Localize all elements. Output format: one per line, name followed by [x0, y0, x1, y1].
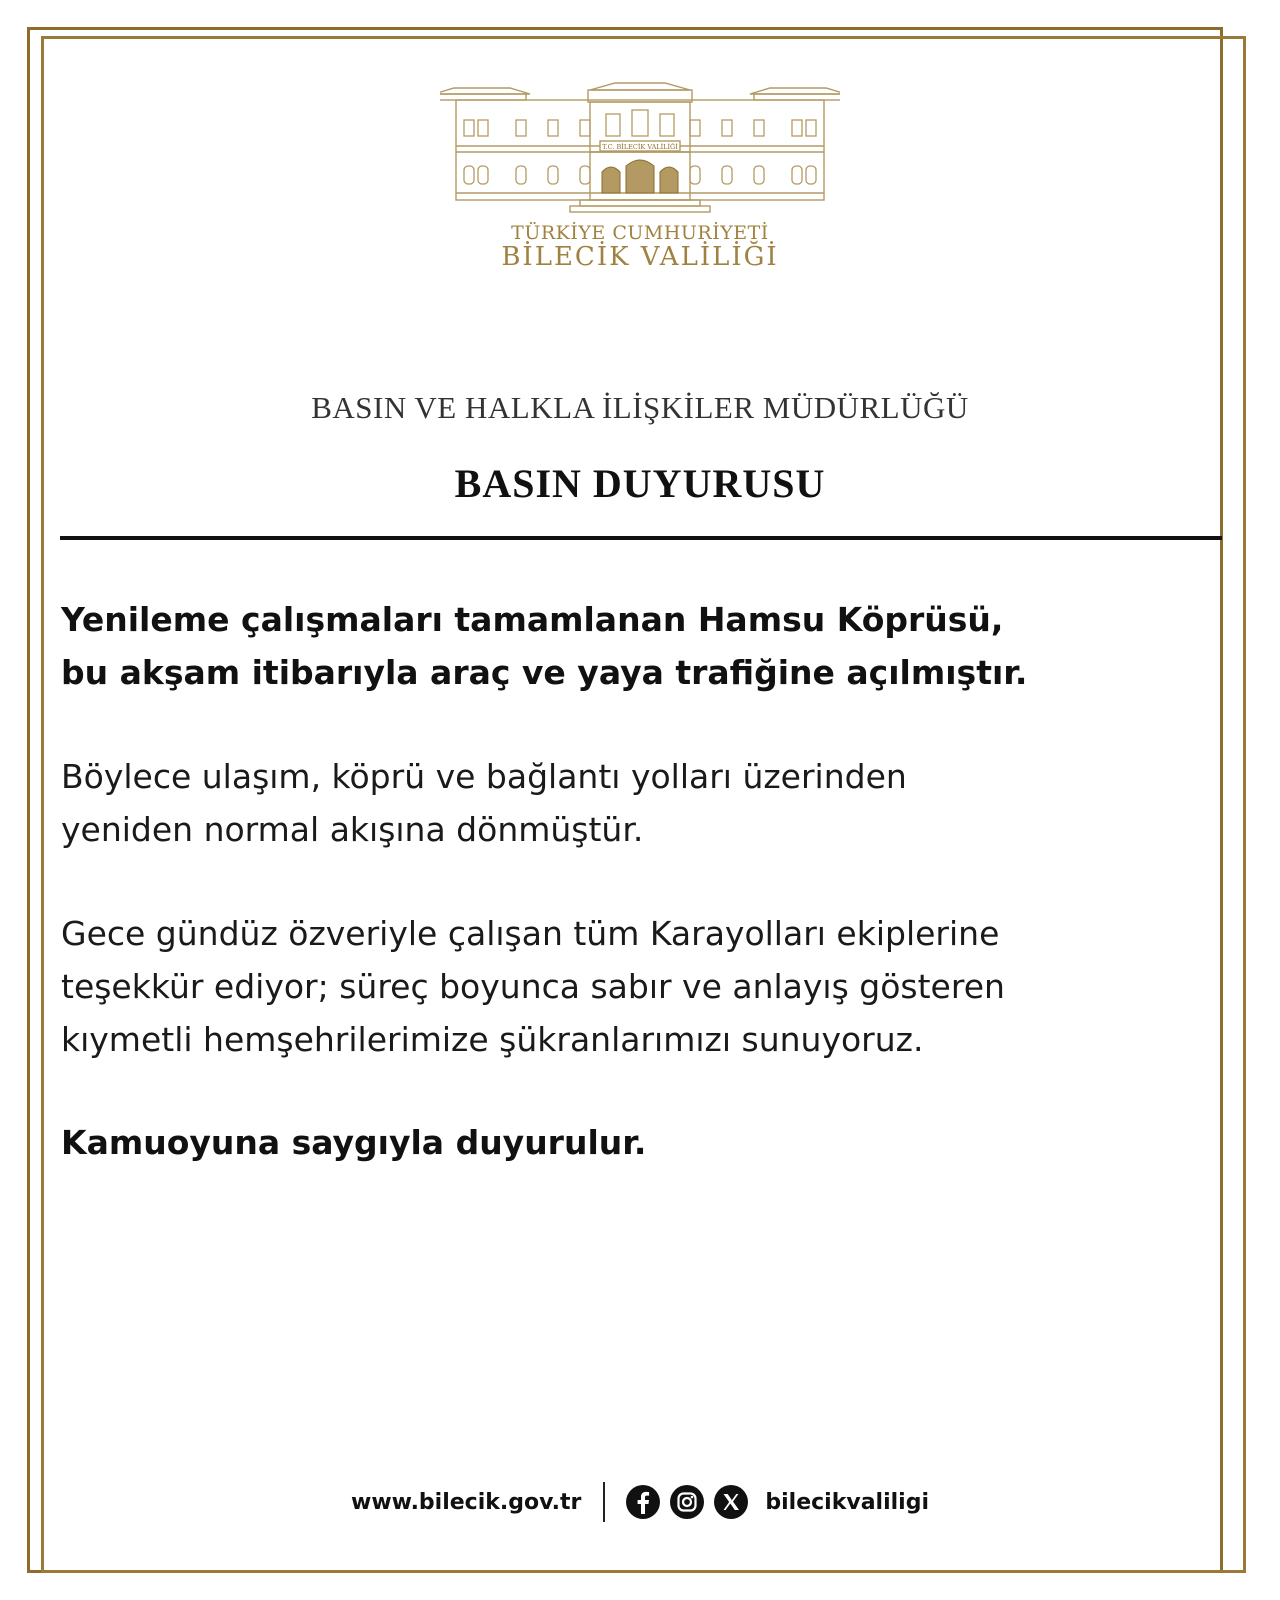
logo-country-text: TÜRKİYE CUMHURİYETİ — [511, 222, 769, 244]
footer-bar — [0, 1480, 1280, 1524]
announcement-paragraph-3: Gece gündüz özveriyle çalışan tüm Karayolları ekiplerine teşekkür ediyor; süreç boyunca sabır ve anlayış gösteren kıymetli hemşehrilerimize şükranlarımızı sunuyoruz. — [61, 914, 1005, 1059]
facebook-icon[interactable] — [625, 1484, 661, 1520]
building-plaque-text: T.C. BİLECİK VALİLİĞİ — [602, 143, 678, 151]
website-link[interactable]: www.bilecik.gov.tr — [351, 1489, 582, 1515]
document-title: BASIN DUYURUSU — [454, 461, 826, 506]
social-handle[interactable]: bilecikvaliligi — [765, 1489, 929, 1515]
logo-governorate-text: BİLECİK VALİLİĞİ — [501, 242, 779, 272]
announcement-paragraph-1: Yenileme çalışmaları tamamlanan Hamsu Köprüsü, bu akşam itibarıyla araç ve yaya trafiğine açılmıştır. — [61, 600, 1028, 692]
footer-divider — [603, 1482, 605, 1522]
announcement-paragraph-2: Böylece ulaşım, köprü ve bağlantı yolları üzerinden yeniden normal akışına dönmüştür. — [61, 757, 907, 849]
instagram-icon[interactable] — [669, 1484, 705, 1520]
department-name: BASIN VE HALKLA İLİŞKİLER MÜDÜRLÜĞÜ — [311, 390, 969, 425]
header-divider — [60, 536, 1222, 540]
closing-statement: Kamuoyuna saygıyla duyurulur. — [61, 1123, 647, 1162]
x-icon[interactable] — [713, 1484, 749, 1520]
social-icons — [625, 1484, 749, 1520]
